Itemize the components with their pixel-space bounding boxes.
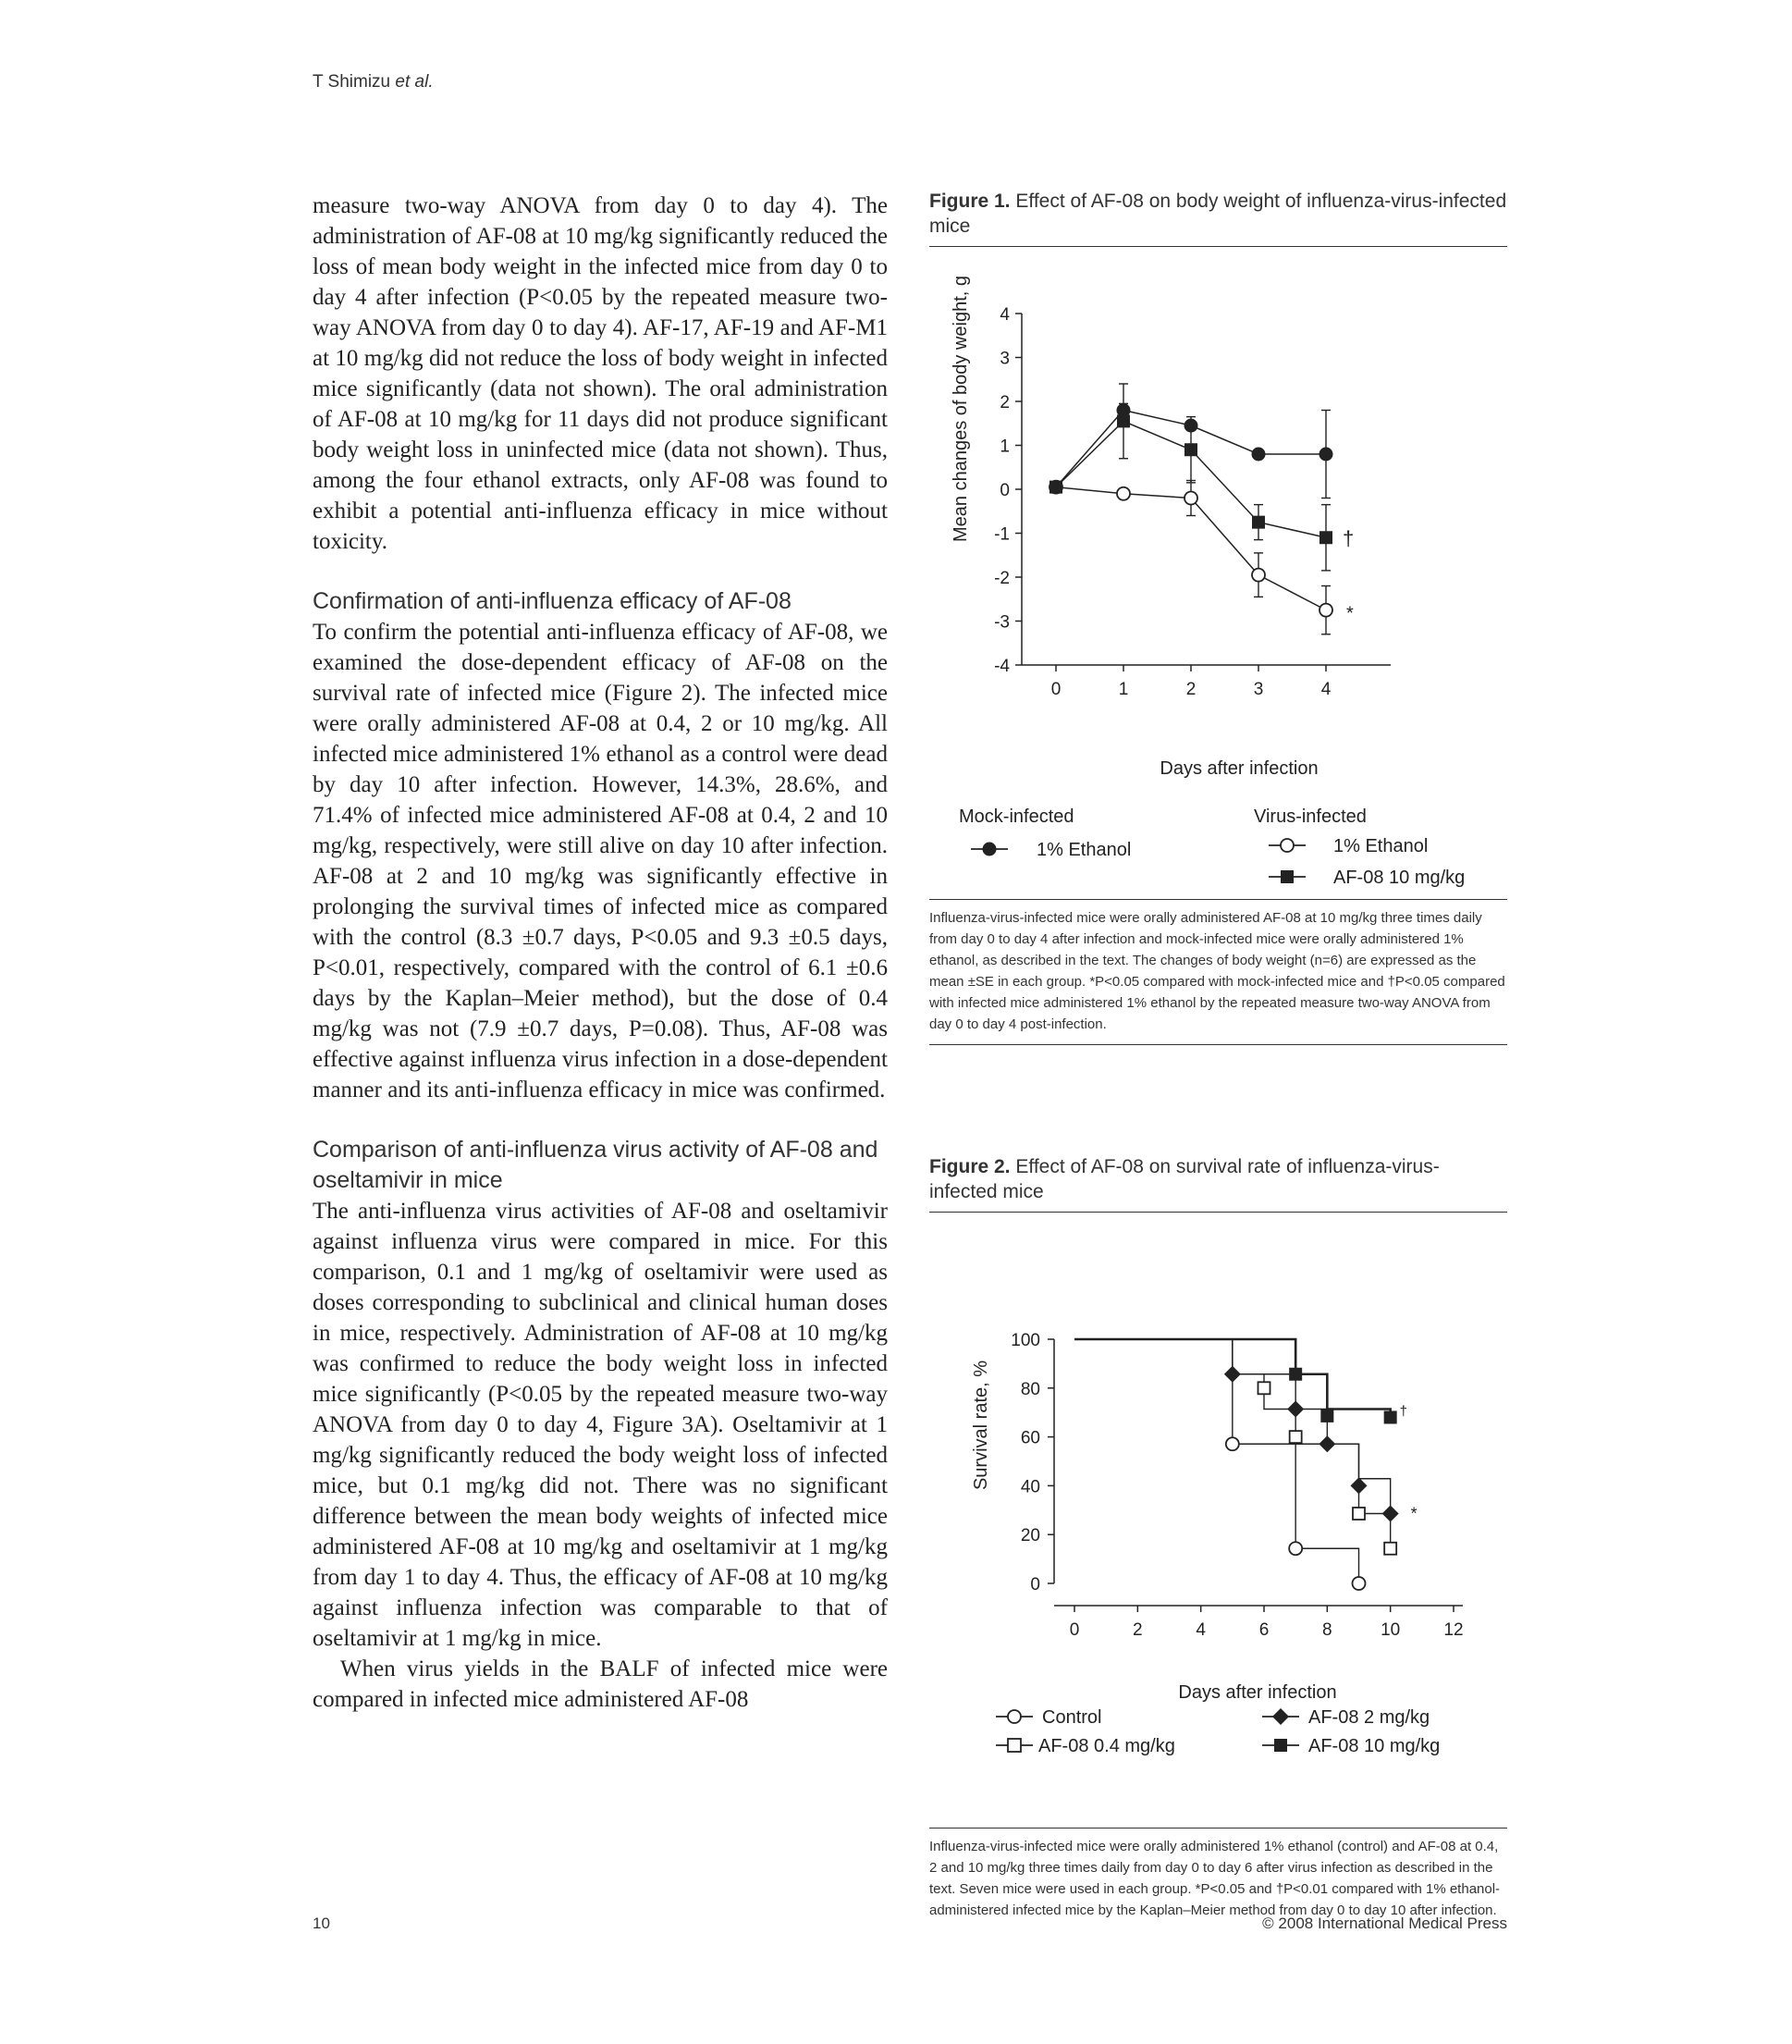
paragraph-1: measure two-way ANOVA from day 0 to day 4). The administration of AF-08 at 10 mg/kg significantly reduced the loss of mean body weight in the infected mice from day 0 to day 4 after infection (P<0.05 by the repeated measure two-way ANOVA from day 0 to day 4). AF-17, AF-19 and AF-M1 at 10 mg/kg did not reduce the loss of body weight in infected mice significantly (data not shown). The oral administration of AF-08 at 10 mg/kg for 11 days did not produce significant body weight loss in uninfected mice (data not shown). Thus, among the four ethanol extracts, only AF-08 was found to exhibit a potential anti-influenza efficacy in mice without toxicity. [313,193,888,554]
figure-1-caption: Influenza-virus-infected mice were orally administered AF-08 at 10 mg/kg three times daily from day 0 to day 4 after infection and mock-infected mice were orally administered 1% ethanol, as described in the text. The changes of body weight (n=6) are expressed as the mean ±SE in each group. *P<0.05 compared with mock-infected mice and †P<0.05 compared with infected mice administered 1% ethanol by the repeated measure two-way ANOVA from day 0 to day 4 post-infection. [929,899,1507,1045]
fig1-virus-af08-point [1117,414,1130,427]
figure-1-title: Figure 1. Effect of AF-08 on body weight of influenza-virus-infected mice [929,189,1507,247]
fig2-control-point [1226,1437,1239,1450]
fig2-af08-2-point [1382,1505,1399,1521]
fig1-virus-ethanol-point [1252,569,1265,582]
fig2-asterisk-annotation: * [1410,1504,1418,1523]
fig2-legend-control-marker [1008,1710,1021,1723]
fig2-legend-af04-marker [1008,1739,1021,1752]
fig2-legend-af2: AF-08 2 mg/kg [1308,1707,1430,1728]
fig1-x-tick-label: 1 [1118,680,1129,699]
paragraph-2: To confirm the potential anti-influenza efficacy of AF-08, we examined the dose-dependent efficacy of AF-08 on the survival rate of infected mice (Figure 2). The infected mice were orally administered AF-08 at 0.4, 2 or 10 mg/kg. All infected mice administered 1% ethanol as a control were dead by day 10 after infection. However, 14.3%, 28.6%, and 71.4% of infected mice administered AF-08 at 0.4, 2 and 10 mg/kg, respectively, were still alive on day 10 after infection. AF-08 at 2 and 10 mg/kg was significantly effective in prolonging the survival times of infected mice as compared with the control (8.3 ±0.7 days, P<0.05 and 9.3 ±0.5 days, P<0.01, respectively, compared with the control of 6.1 ±0.6 days by the Kaplan–Meier method), but the dose of 0.4 mg/kg was not (7.9 ±0.7 days, P=0.08). Thus, AF-08 was effective against influenza virus infection in a dose-dependent manner and its anti-influenza efficacy in mice was confirmed. [313,620,888,1102]
fig2-x-tick-label: 4 [1196,1620,1206,1640]
fig1-asterisk-annotation: * [1346,603,1354,624]
fig1-mock-ethanol-point [1252,448,1265,461]
fig2-af08-0-4-point [1384,1543,1396,1555]
fig1-legend-mock-ethanol: 1% Ethanol [1037,840,1132,860]
fig2-af08-0-4-point [1290,1431,1302,1443]
fig1-y-tick-label: 2 [1000,393,1010,412]
fig1-virus-af08-point [1049,481,1062,494]
fig2-ylabel: Survival rate, % [971,1360,991,1491]
et-al: et al. [395,72,434,92]
fig2-y-tick-label: 0 [1030,1575,1040,1595]
fig2-y-tick-label: 100 [1011,1331,1040,1350]
fig1-x-tick-label: 0 [1050,680,1062,699]
fig1-ylabel: Mean changes of body weight, g [951,276,971,542]
fig2-af08-2-point [1351,1477,1368,1494]
fig2-af08-2-point [1287,1401,1304,1418]
fig2-x-tick-label: 2 [1133,1620,1143,1640]
fig2-x-tick-label: 0 [1069,1620,1080,1640]
figure-2 [929,1154,1507,1930]
fig2-x-tick-label: 10 [1381,1620,1401,1640]
fig1-legend-virus-ethanol-marker [1281,839,1294,852]
fig1-virus-ethanol-point [1117,487,1130,500]
figure-2-chart [929,1213,1507,1730]
fig1-legend-mock-marker [983,843,996,856]
figure-2-caption: Influenza-virus-infected mice were orally administered 1% ethanol (control) and AF-08 at 0.4, 2 and 10 mg/kg three times daily from day 0 to day 6 after virus infection as described in the text. Seven mice were used in each group. *P<0.05 and †P<0.01 compared with 1% ethanol-administered infected mice by the Kaplan–Meier method from day 0 to day 10 after infection. [929,1828,1507,1930]
fig2-control-line [1074,1339,1359,1583]
fig1-virus-af08-point [1252,516,1265,529]
fig1-legend-af08: AF-08 10 mg/kg [1333,868,1466,888]
fig2-af08-10-point [1320,1410,1333,1422]
fig1-y-tick-label: 3 [1000,349,1010,369]
figure-2-title: Figure 2. Effect of AF-08 on survival rate of influenza-virus-infected mice [929,1154,1507,1213]
fig1-legend-virus-title: Virus-infected [1254,807,1367,827]
fig2-x-tick-label: 12 [1443,1620,1464,1640]
fig2-y-tick-label: 80 [1020,1379,1040,1399]
fig1-legend-virus-ethanol: 1% Ethanol [1333,836,1429,856]
fig1-x-tick-label: 4 [1320,680,1332,699]
fig1-x-tick-label: 2 [1185,680,1197,699]
fig2-af08-2-point [1224,1366,1241,1383]
fig1-dagger-annotation: † [1343,526,1355,550]
fig2-y-tick-label: 60 [1020,1428,1040,1448]
fig1-virus-ethanol-point [1184,492,1197,505]
fig2-legend-af2-marker [1272,1708,1289,1725]
fig2-af08-10-point [1384,1410,1397,1423]
fig2-legend-af10: AF-08 10 mg/kg [1308,1736,1441,1756]
fig2-control-point [1353,1577,1366,1590]
author: T Shimizu [313,72,391,92]
fig2-legend-control: Control [1042,1707,1102,1728]
fig1-y-tick-label: 0 [1000,481,1010,500]
fig2-af08-0-4-point [1258,1382,1270,1394]
fig1-x-tick-label: 3 [1253,680,1264,699]
copyright: © 2008 International Medical Press [1262,1915,1507,1932]
fig2-x-tick-label: 6 [1258,1620,1270,1640]
fig1-y-tick-label: -4 [994,657,1010,676]
paragraph-3: The anti-influenza virus activities of AF-08 and oseltamivir against influenza virus were compared in mice. For this comparison, 0.1 and 1 mg/kg of oseltamivir were used as doses corresponding to subclinical and clinical human doses in mice, respectively. Administration of AF-08 at 10 mg/kg was confirmed to reduce the body weight loss in infected mice significantly (P<0.05 by the repeated measure two-way ANOVA from day 0 to day 4, Figure 3A). Oseltamivir at 1 mg/kg significantly reduced the body weight loss of infected mice, but 0.1 mg/kg did not. There was no significant difference between the mean body weights of infected mice administered AF-08 at 10 mg/kg and oseltamivir at 1 mg/kg from day 1 to day 4. Thus, the efficacy of AF-08 at 10 mg/kg against influenza infection was comparable to that of oseltamivir at 1 mg/kg in mice. [313,1199,888,1651]
fig1-virus-af08-point [1319,531,1332,544]
fig2-legend-af10-marker [1274,1739,1287,1752]
fig2-y-tick-label: 20 [1020,1526,1040,1546]
fig2-af08-0-4-point [1353,1508,1365,1520]
fig2-xlabel: Days after infection [1178,1682,1337,1703]
figure-1 [929,189,1507,1045]
fig1-y-tick-label: -3 [994,612,1010,633]
fig1-xlabel: Days after infection [1160,758,1319,779]
fig1-y-tick-label: -1 [994,524,1010,545]
running-head [313,72,434,92]
fig2-af08-10-point [1289,1368,1302,1381]
fig2-dagger-annotation: † [1399,1403,1408,1420]
fig1-legend-af08-marker [1281,870,1294,883]
fig1-y-tick-label: 4 [1000,305,1010,325]
page-number: 10 [313,1915,330,1932]
figure-1-chart [929,247,1507,894]
fig2-af08-2-point [1319,1435,1335,1452]
fig2-x-tick-label: 8 [1322,1620,1332,1640]
fig2-control-point [1289,1542,1302,1555]
fig2-y-tick-label: 40 [1020,1477,1040,1497]
section-heading-confirmation: Confirmation of anti-influenza efficacy of AF-08 [313,588,792,614]
fig1-virus-af08-point [1184,443,1197,456]
fig1-y-tick-label: -2 [994,569,1010,588]
fig1-virus-ethanol-point [1319,604,1332,617]
fig1-y-tick-label: 1 [1000,437,1010,457]
fig1-legend-mock-title: Mock-infected [959,807,1074,827]
left-column [313,191,888,1715]
paragraph-4: When virus yields in the BALF of infected mice were compared in infected mice administered AF-08 [313,1656,888,1712]
section-heading-comparison: Comparison of anti-influenza virus activity of AF-08 and oseltamivir in mice [313,1137,878,1193]
fig1-mock-ethanol-point [1319,448,1332,461]
fig2-legend-af04: AF-08 0.4 mg/kg [1038,1736,1175,1756]
figure-2-legend [929,1707,1507,1828]
